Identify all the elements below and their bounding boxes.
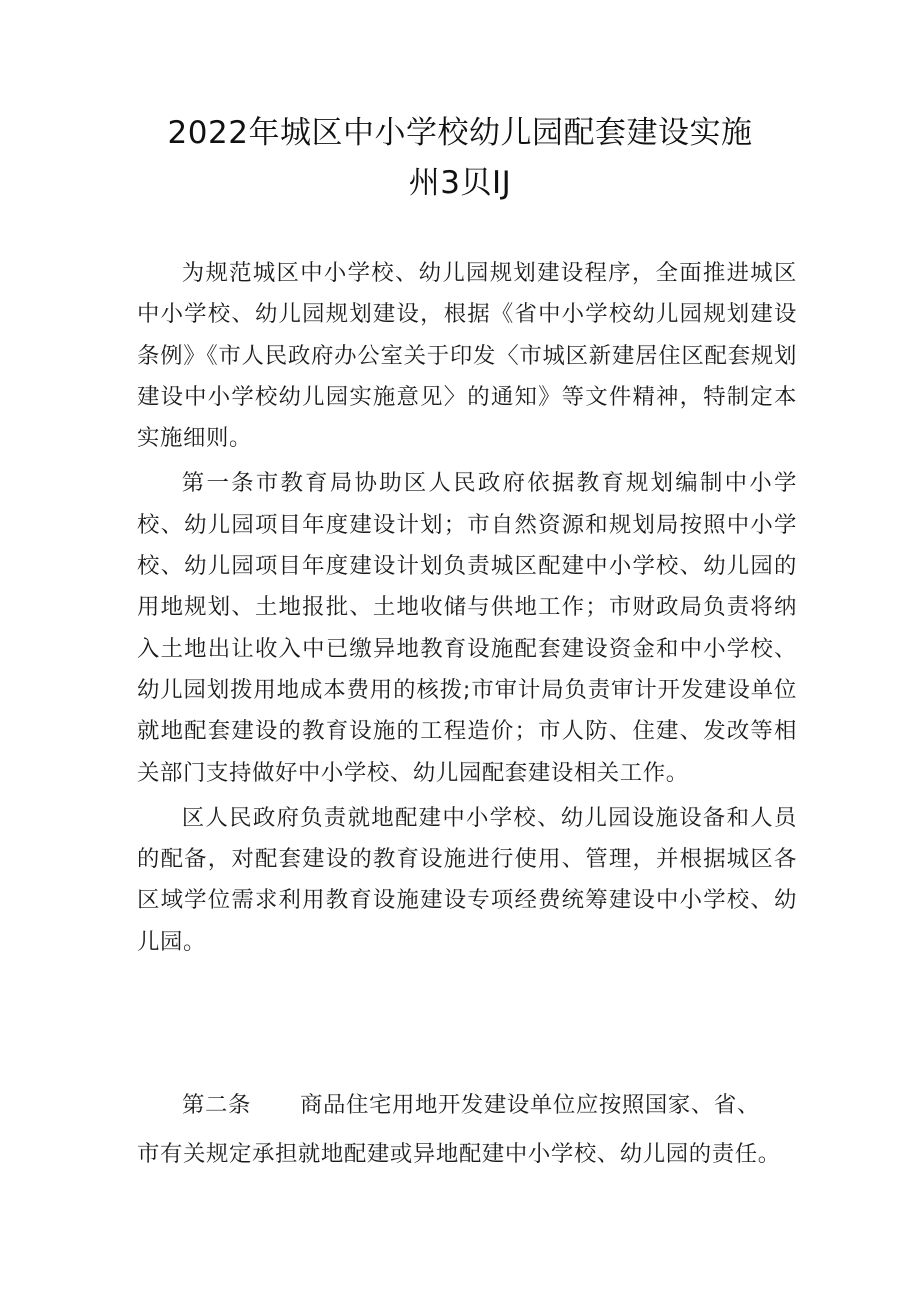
article-2-first-line bbox=[137, 1085, 817, 1126]
paragraph-article-1: 第一条市教育局协助区人民政府依据教育规划编制中小学校、幼儿园项目年度建设计划；市自然资源和规划局按照中小学校、幼儿园项目年度建设计划负责城区配建中小学校、幼儿园的用地规划、土地报批、土地收储与供地工作；市财政局负责将纳入土地出让收入中已缴异地教育设施配套建设资金和中小学校、幼儿园划拨用地成本费用的核拨;市审计局负责审计开发建设单位就地配套建设的教育设施的工程造价；市人防、住建、发改等相关部门支持做好中小学校、幼儿园配套建设相关工作。 bbox=[137, 470, 797, 786]
article-2 bbox=[137, 1085, 817, 1176]
article-2-number: 第二条 bbox=[182, 1092, 251, 1118]
paragraph-intro: 为规范城区中小学校、幼儿园规划建设程序，全面推进城区中小学校、幼儿园规划建设，根据《省中小学校幼儿园规划建设条例》《市人民政府办公室关于印发〈市城区新建居住区配套规划建设中小学校幼儿园实施意见〉的通知》等文件精神，特制定本实施细则。 bbox=[137, 260, 797, 452]
title-line-2: 州3贝IJ bbox=[408, 165, 512, 201]
article-2-line-2: 市有关规定承担就地配建或异地配建中小学校、幼儿园的责任。 bbox=[137, 1141, 781, 1168]
paragraph-district-government: 区人民政府负责就地配建中小学校、幼儿园设施设备和人员的配备，对配套建设的教育设施进行使用、管理，并根据城区各区域学位需求利用教育设施建设专项经费统筹建设中小学校、幼儿园。 bbox=[137, 804, 797, 955]
document-body bbox=[137, 253, 797, 963]
article-2-line-1: 商品住宅用地开发建设单位应按照国家、省、 bbox=[300, 1092, 760, 1118]
document-title bbox=[0, 108, 920, 208]
title-line-1: 2022年城区中小学校幼儿园配套建设实施 bbox=[167, 115, 753, 151]
